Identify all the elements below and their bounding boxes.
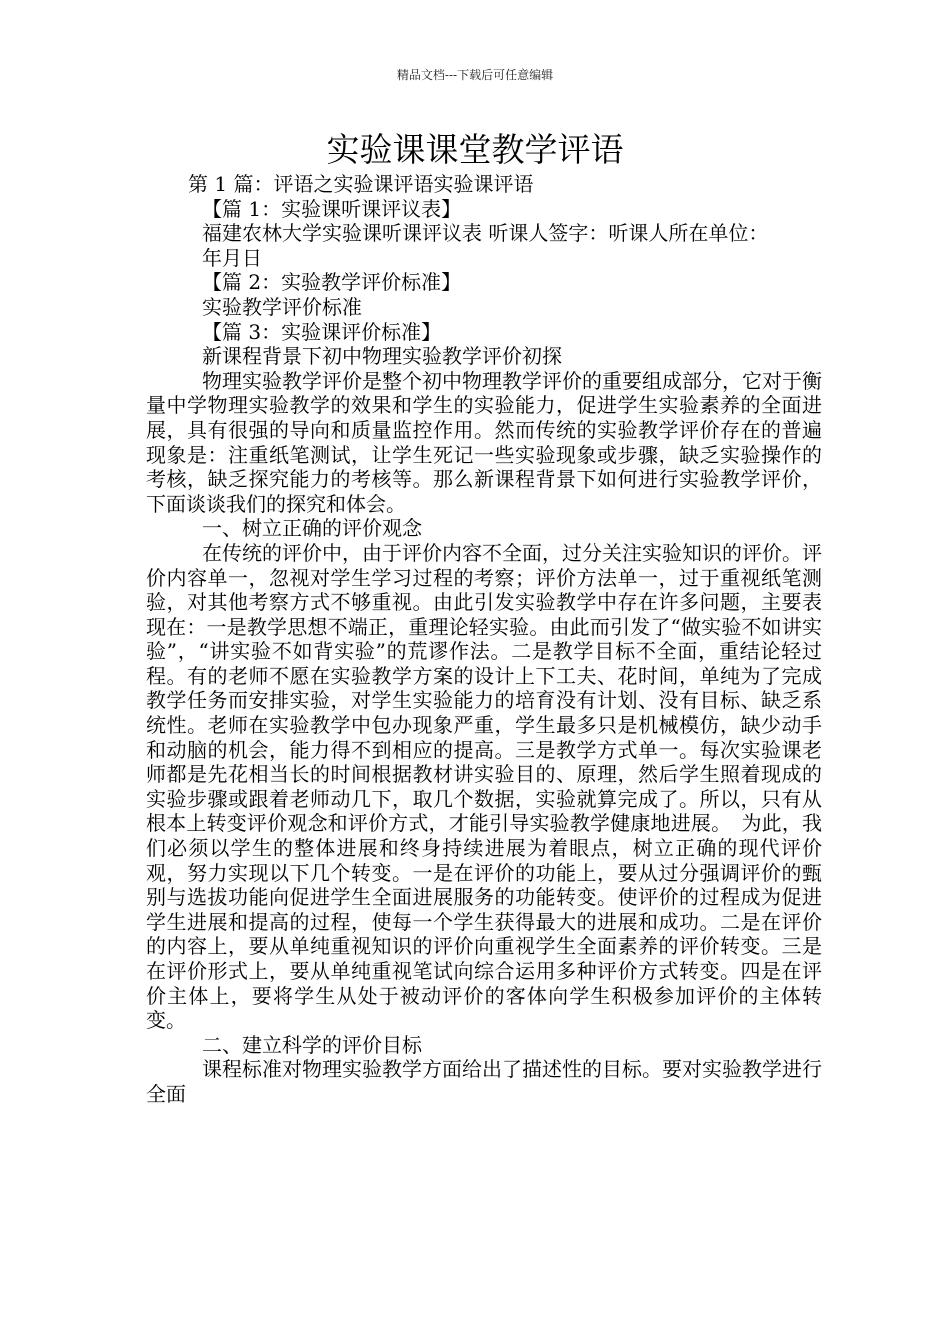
subsection-heading-2: 【篇 2：实验教学评价标准】: [202, 270, 462, 295]
paragraph-evaluation-form: 福建农林大学实验课听课评议表 听课人签字：听课人所在单位：: [202, 221, 769, 246]
subsection-heading-3: 【篇 3：实验课评价标准】: [202, 319, 442, 344]
paragraph-date: 年月日: [202, 245, 262, 270]
section-heading-two: 二、建立科学的评价目标: [202, 1032, 422, 1057]
article-title: 新课程背景下初中物理实验教学评价初探: [202, 344, 562, 369]
section-heading-one: 一、树立正确的评价观念: [202, 516, 422, 541]
header-note: 精品文档---下载后可任意编辑: [396, 68, 554, 82]
document-title: 实验课课堂教学评语: [326, 130, 624, 169]
paragraph-standard-title: 实验教学评价标准: [202, 294, 362, 319]
paragraph-curriculum-standard: 课程标准对物理实验教学方面给出了描述性的目标。要对实验教学进行全面: [146, 1057, 822, 1106]
paragraph-traditional-evaluation: 在传统的评价中，由于评价内容不全面，过分关注实验知识的评价。评价内容单一，忽视对学生学习过程的考察；评价方法单一，过于重视纸笔测验，对其他考察方式不够重视。由此引发实验教学中存在许多问题，主要表现在：一是教学思想不端正，重理论轻实验。由此而引发了“做实验不如讲实验”，“讲实验不如背实验”的荒谬作法。二是教学目标不全面，重结论轻过程。有的老师不愿在实验教学方案的设计上下工夫、花时间，单纯为了完成教学任务而安排实验，对学生实验能力的培育没有计划、没有目标、缺乏系统性。老师在实验教学中包办现象严重，学生最多只是机械模仿，缺少动手和动脑的机会，能力得不到相应的提高。三是教学方式单一。每次实验课老师都是先花相当长的时间根据教材讲实验目的、原理，然后学生照着现成的实验步骤或跟着老师动几下，取几个数据，实验就算完成了。所以，只有从根本上转变评价观念和评价方式，才能引导实验教学健康地进展。 为此，我们必须以学生的整体进展和终身持续进展为着眼点，树立正确的现代评价观，努力实现以下几个转变。一是在评价的功能上，要从过分强调评价的甄别与选拔功能向促进学生全面进展服务的功能转变。使评价的过程成为促进学生进展和提高的过程，使每一个学生获得最大的进展和成功。二是在评价的内容上，要从单纯重视知识的评价向重视学生全面素养的评价转变。三是在评价形式上，要从单纯重视笔试向综合运用多种评价方式转变。四是在评价主体上，要将学生从处于被动评价的客体向学生积极参加评价的主体转变。: [146, 540, 822, 1033]
paragraph-intro: 物理实验教学评价是整个初中物理教学评价的重要组成部分，它对于衡量中学物理实验教学的效果和学生的实验能力，促进学生实验素养的全面进展，具有很强的导向和质量监控作用。然而传统的实验教学评价存在的普遍现象是：注重纸笔测试，让学生死记一些实验现象或步骤，缺乏实验操作的考核，缺乏探究能力的考核等。那么新课程背景下如何进行实验教学评价，下面谈谈我们的探究和体会。: [146, 368, 822, 516]
subsection-heading-1: 【篇 1：实验课听课评议表】: [202, 196, 462, 221]
section-heading-part1: 第 1 篇：评语之实验课评语实验课评语: [188, 172, 534, 196]
document-body: [146, 172, 822, 1107]
